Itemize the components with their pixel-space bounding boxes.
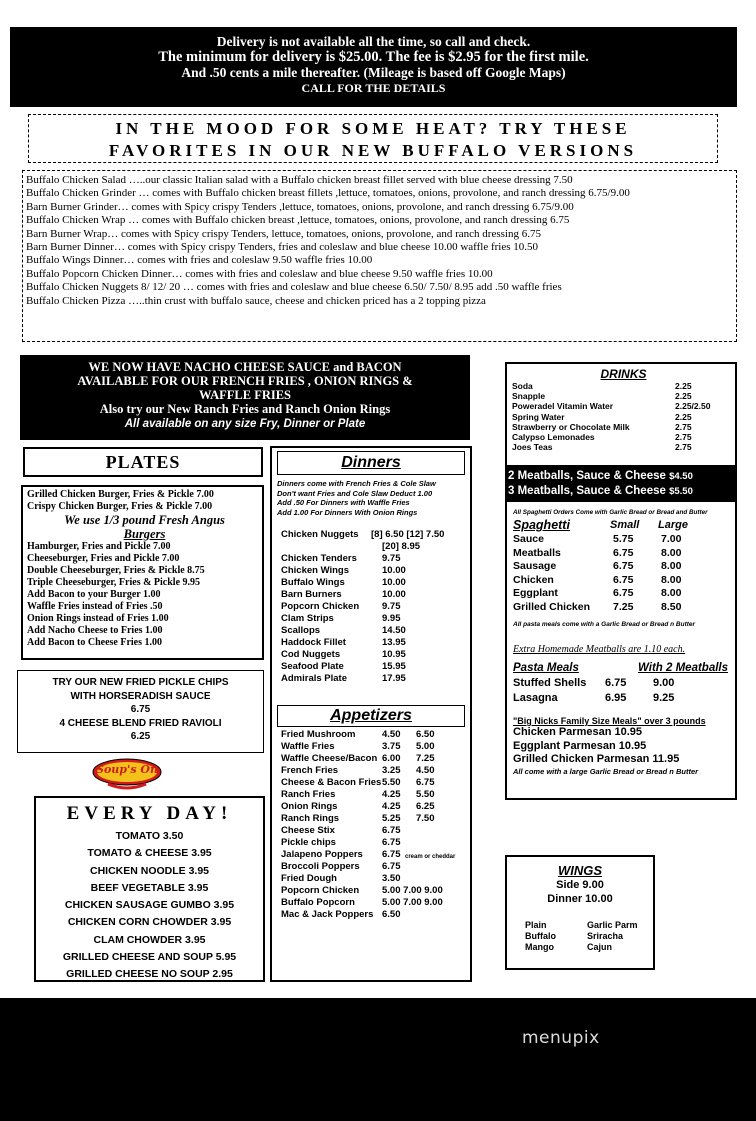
dinner-row: [281, 529, 470, 541]
family-item: Grilled Chicken Parmesan 11.95: [513, 753, 680, 765]
extra-meatballs: Extra Homemade Meatballs are 1.10 each.: [513, 644, 686, 655]
wings-box: [505, 855, 655, 970]
pickle-line: 6.75: [130, 704, 151, 715]
dinner-name: Admirals Plate: [281, 673, 347, 684]
appetizer-price-large: 6.25: [416, 801, 435, 812]
appetizer-row: [281, 837, 470, 849]
soup-item: GRILLED CHEESE AND SOUP 5.95: [62, 951, 237, 964]
meatballs-line: 3 Meatballs, Sauce & Cheese: [508, 485, 666, 497]
spaghetti-large-price: 8.50: [661, 600, 682, 613]
soup-item: CHICKEN SAUSAGE GUMBO 3.95: [64, 899, 235, 912]
drink-row: [512, 422, 735, 432]
appetizer-row: [281, 813, 470, 825]
buffalo-item: Barn Burner Wrap… comes with Spicy crispy Tenders, lettuce, tomatoes, onions, provolone, and ranch dressing 6.75: [26, 227, 541, 240]
dinner-row: [281, 589, 470, 601]
buffalo-item: Barn Burner Grinder… comes with Spicy crispy Tenders ,lettuce, tomatoes, onions, provolone, and ranch dressing 6.75/9.00: [26, 200, 574, 213]
appetizer-price: 6.75: [382, 849, 401, 860]
spaghetti-name: Eggplant: [513, 587, 558, 599]
dinner-row: [281, 565, 470, 577]
nacho-line: AVAILABLE FOR OUR FRENCH FRIES , ONION RINGS &: [77, 374, 413, 388]
appetizer-row: [281, 729, 470, 741]
appetizer-price: 4.25: [382, 801, 401, 812]
drink-name: Poweradel Vitamin Water: [512, 401, 614, 412]
appetizer-name: Popcorn Chicken: [281, 885, 360, 896]
plate-item: Hamburger, Fries and Pickle 7.00: [27, 541, 171, 552]
appetizer-price: 5.25: [382, 813, 401, 824]
appetizer-row: [281, 801, 470, 813]
dinner-row: [281, 553, 470, 565]
appetizer-price: 6.50: [382, 909, 401, 920]
drink-row: [512, 391, 735, 401]
appetizer-name: Fried Mushroom: [281, 729, 356, 740]
appetizer-row: [281, 849, 470, 861]
appetizer-row: [281, 897, 470, 909]
appetizer-price-large: 7.50: [416, 813, 435, 824]
appetizer-price-large: 5.00: [416, 741, 435, 752]
pasta-name: Lasagna: [513, 691, 558, 704]
dinner-price: 14.50: [382, 625, 406, 636]
buffalo-item: Buffalo Chicken Nuggets 8/ 12/ 20 … comes with fries and coleslaw and blue cheese 6.50/ 7.50/ 8.95 add .50 waffle fries: [26, 281, 562, 294]
spaghetti-row: [513, 574, 735, 588]
dinner-row: [281, 637, 470, 649]
appetizer-name: Fried Dough: [281, 873, 337, 884]
soup-item: CHICKEN CORN CHOWDER 3.95: [67, 916, 232, 929]
appetizer-row: [281, 753, 470, 765]
angus-note: We use 1/3 pound Fresh Angus: [64, 513, 225, 527]
plate-item: Add Bacon to Cheese Fries 1.00: [27, 637, 162, 648]
pickle-line: WITH HORSERADISH SAUCE: [70, 690, 211, 702]
buffalo-item: Buffalo Wings Dinner… comes with fries and coleslaw 9.50 waffle fries 10.00: [26, 254, 373, 267]
delivery-line: CALL FOR THE DETAILS: [301, 80, 446, 95]
plate-item: Triple Cheeseburger, Fries & Pickle 9.95: [27, 577, 201, 588]
spaghetti-title: Spaghetti: [513, 518, 570, 532]
every-day-box: [34, 796, 265, 982]
footer-bar: [0, 998, 756, 1121]
buffalo-items-box: [22, 170, 737, 342]
buffalo-item: Buffalo Popcorn Chicken Dinner… comes with fries and coleslaw and blue cheese 9.50 waffle fries 10.00: [26, 267, 493, 280]
appetizer-name: Broccoli Poppers: [281, 861, 360, 872]
spaghetti-large-price: 8.00: [661, 587, 682, 599]
nacho-line: WAFFLE FRIES: [198, 388, 292, 402]
spaghetti-small-price: 6.75: [613, 573, 634, 586]
spaghetti-row: [513, 533, 735, 547]
dinner-price: 10.00: [382, 565, 406, 576]
buffalo-item: Buffalo Chicken Salad …..our classic Italian salad with a Buffalo chicken breast fillet served with blue cheese dressing 7.50: [26, 174, 573, 186]
dinner-name: Haddock Fillet: [281, 637, 346, 648]
pasta-price-meatballs: 9.25: [653, 691, 675, 704]
appetizer-price: 3.25: [382, 765, 401, 776]
dinner-price: 9.95: [382, 613, 401, 624]
dinner-price: 10.00: [382, 577, 406, 588]
plate-item: Onion Rings instead of Fries 1.00: [27, 613, 169, 624]
delivery-line: Delivery is not available all the time, so call and check.: [216, 34, 531, 49]
pasta-row: [513, 676, 735, 691]
nacho-line: Also try our New Ranch Fries and Ranch Onion Rings: [99, 402, 391, 416]
spaghetti-name: Chicken: [513, 573, 554, 586]
drink-price: 2.75: [675, 442, 692, 453]
appetizer-price-large: cream or cheddar: [405, 854, 456, 860]
spaghetti-small-price: 7.25: [613, 600, 634, 613]
dinner-price: 13.95: [382, 637, 406, 648]
appetizer-name: Mac & Jack Poppers: [281, 909, 374, 920]
buffalo-item: Buffalo Chicken Wrap … comes with Buffalo chicken breast ,lettuce, tomatoes, onions, provolone, and ranch dressing 6.75: [26, 214, 570, 227]
pasta-head: Pasta Meals: [513, 662, 579, 674]
appetizer-name: Buffalo Popcorn: [281, 897, 355, 908]
dinner-name: Seafood Plate: [281, 661, 344, 672]
family-item: Chicken Parmesan 10.95: [513, 726, 643, 738]
buffalo-item: Buffalo Chicken Grinder … comes with Buffalo chicken breast fillets ,lettuce, tomatoes, onions, provolone, and ranch dressing 6.75/9.00: [26, 187, 630, 200]
appetizer-name: Pickle chips: [281, 837, 336, 848]
appetizer-price-large: 4.50: [416, 765, 435, 776]
soup-item: TOMATO & CHEESE 3.95: [87, 847, 212, 860]
spaghetti-large-price: 8.00: [661, 546, 682, 559]
wing-flavor: Garlic Parm: [587, 920, 638, 930]
dinner-name: Scallops: [281, 625, 321, 636]
appetizer-price: 6.75: [382, 837, 401, 848]
soup-item: CHICKEN NOODLE 3.95: [89, 864, 210, 877]
appetizer-row: [281, 873, 470, 885]
drink-name: Spring Water: [512, 411, 565, 422]
soups-on-text: Soup's On: [96, 763, 158, 776]
drink-name: Soda: [512, 381, 533, 391]
dinner-price: 10.00: [382, 589, 406, 600]
appetizer-row: [281, 789, 470, 801]
family-item: Eggplant Parmesan 10.95: [513, 739, 647, 752]
spaghetti-name: Sausage: [513, 560, 557, 572]
meatballs-banner: [505, 467, 737, 502]
family-head: "Big Nicks Family Size Meals" over 3 pounds: [513, 716, 706, 726]
pasta-with2: With 2 Meatballs: [638, 662, 728, 674]
appetizer-price-large: 7.25: [416, 753, 435, 764]
nacho-line: WE NOW HAVE NACHO CHEESE SAUCE and BACON: [88, 360, 402, 374]
spaghetti-large: Large: [658, 519, 688, 531]
spaghetti-large-price: 7.00: [661, 533, 682, 545]
drink-price: 2.25: [675, 381, 692, 391]
dinner-row: [281, 673, 470, 685]
spaghetti-large-price: 8.00: [661, 560, 682, 572]
dinner-note: Don't want Fries and Cole Slaw Deduct 1.00: [277, 488, 433, 498]
appetizer-price: 6.75: [382, 861, 401, 872]
pasta-price: 6.95: [605, 691, 627, 704]
drink-name: Joes Teas: [512, 442, 553, 453]
buffalo-item: Buffalo Chicken Pizza …..thin crust with buffalo sauce, cheese and chicken priced has a 2 topping pizza: [26, 294, 486, 307]
appetizer-row: [281, 741, 470, 753]
dinners-box: [270, 446, 472, 982]
plate-item: Waffle Fries instead of Fries .50: [27, 601, 163, 612]
dinner-row: [281, 601, 470, 613]
angus-note: Burgers: [123, 527, 166, 541]
plate-item: Add Nacho Cheese to Fries 1.00: [27, 625, 163, 636]
wings-side: Side 9.00: [556, 879, 604, 891]
spaghetti-row: [513, 601, 735, 615]
plate-item: Add Bacon to your Burger 1.00: [27, 589, 161, 600]
wing-flavor: Sriracha: [587, 931, 624, 941]
nacho-banner: [20, 355, 470, 440]
dinner-name: Barn Burners: [281, 589, 342, 600]
appetizer-name: Waffle Cheese/Bacon: [281, 753, 378, 764]
spaghetti-row: [513, 560, 735, 574]
spaghetti-row: [513, 547, 735, 561]
family-note: All come with a large Garlic Bread or Bread n Butter: [513, 766, 699, 776]
appetizer-name: Ranch Fries: [281, 789, 336, 800]
drink-name: Calypso Lemonades: [512, 431, 595, 442]
drink-name: Strawberry or Chocolate Milk: [512, 421, 630, 432]
buffalo-item: Barn Burner Dinner… comes with Spicy crispy Tenders, fries and coleslaw and blue cheese 10.00 waffle fries 10.50: [26, 241, 539, 254]
wings-dinner: Dinner 10.00: [547, 893, 613, 905]
appetizer-price: 4.25: [382, 789, 401, 800]
dinner-price: 15.95: [382, 661, 406, 672]
spaghetti-header: [513, 518, 735, 533]
pasta-header: [513, 662, 735, 676]
spaghetti-small-price: 6.75: [613, 560, 634, 572]
pasta-price-meatballs: 9.00: [653, 677, 675, 689]
appetizer-name: Ranch Rings: [281, 813, 340, 824]
appetizer-row: [281, 861, 470, 873]
soup-item: GRILLED CHEESE NO SOUP 2.95: [66, 968, 233, 981]
dinner-name: Cod Nuggets: [281, 649, 341, 660]
spaghetti-small-price: 5.75: [613, 533, 634, 545]
spaghetti-name: Grilled Chicken: [513, 600, 591, 613]
wings-title: WINGS: [557, 863, 603, 878]
drink-row: [512, 401, 735, 411]
wing-flavor: Cajun: [587, 942, 613, 952]
drink-name: Snapple: [512, 391, 546, 402]
pasta-row: [513, 691, 735, 706]
soup-item: BEEF VEGETABLE 3.95: [90, 881, 209, 894]
meatballs-price: $4.50: [669, 471, 693, 482]
dinner-row: [281, 613, 470, 625]
drink-price: 2.75: [675, 421, 692, 432]
appetizer-price: 3.50: [382, 873, 401, 884]
dinner-price: 9.75: [382, 601, 401, 612]
spaghetti-small-price: 6.75: [613, 587, 634, 599]
drink-price: 2.25: [675, 411, 692, 422]
plate-item: Crispy Chicken Burger, Fries & Pickle 7.00: [27, 501, 213, 512]
nacho-italic: All available on any size Fry, Dinner or Plate: [124, 418, 366, 430]
wing-flavor: Plain: [525, 920, 547, 930]
appetizer-price: 5.00 7.00 9.00: [382, 897, 443, 908]
appetizer-price-large: 6.50: [416, 729, 435, 740]
spaghetti-large-price: 8.00: [661, 573, 682, 586]
appetizer-price-large: 5.50: [416, 789, 435, 800]
plates-box: [21, 485, 264, 660]
plate-item: Grilled Chicken Burger, Fries & Pickle 7.00: [27, 489, 214, 500]
dinner-row: [281, 577, 470, 589]
dinner-note: Dinners come with French Fries & Cole Slaw: [277, 479, 436, 488]
plate-item: Double Cheeseburger, Fries & Pickle 8.75: [27, 565, 205, 576]
pickle-line: TRY OUR NEW FRIED PICKLE CHIPS: [52, 677, 229, 688]
plate-item: Cheeseburger, Fries and Pickle 7.00: [27, 553, 180, 564]
menupix-logo: menupix: [522, 1028, 600, 1048]
drink-price: 2.75: [675, 431, 692, 442]
meatballs-line: 2 Meatballs, Sauce & Cheese: [508, 470, 666, 482]
dinner-note: Add 1.00 For Dinners With Onion Rings: [277, 507, 418, 517]
appetizer-name: Waffle Fries: [281, 741, 335, 752]
appetizer-price: 5.50: [382, 777, 401, 788]
appetizer-row: [281, 765, 470, 777]
appetizer-name: Cheese Stix: [281, 825, 335, 836]
dinners-title: Dinners: [341, 454, 401, 471]
appetizer-row: [281, 825, 470, 837]
buffalo-heading: [28, 114, 718, 163]
delivery-line: The minimum for delivery is $25.00. The fee is $2.95 for the first mile.: [158, 48, 589, 65]
appetizer-price: 4.50: [382, 729, 401, 740]
meatballs-price: $5.50: [669, 486, 693, 497]
buffalo-heading-line: IN THE MOOD FOR SOME HEAT? TRY THESE: [115, 119, 631, 138]
spaghetti-box: [505, 502, 737, 800]
pickle-line: 6.25: [130, 731, 151, 742]
appetizer-row: [281, 909, 470, 921]
pasta-name: Stuffed Shells: [513, 677, 587, 689]
dinner-price: 10.95: [382, 649, 406, 660]
drink-price: 2.25: [675, 391, 692, 402]
drinks-box: [505, 362, 737, 467]
appetizer-price: 5.00 7.00 9.00: [382, 885, 443, 896]
wing-flavor: Mango: [525, 942, 554, 952]
appetizer-name: Onion Rings: [281, 801, 338, 812]
dinner-row: [281, 541, 470, 553]
pickle-box: [17, 670, 264, 753]
dinner-row: [281, 649, 470, 661]
drink-row: [512, 412, 735, 422]
appetizer-price: 6.00: [382, 753, 401, 764]
delivery-line: And .50 cents a mile thereafter. (Mileage is based off Google Maps): [181, 65, 566, 80]
dinner-name: Popcorn Chicken: [281, 601, 360, 612]
dinner-price: [8] 6.50 [12] 7.50: [371, 529, 445, 540]
every-day-title: EVERY DAY!: [66, 803, 233, 824]
appetizer-price-large: 6.75: [416, 777, 435, 788]
buffalo-heading-line: FAVORITES IN OUR NEW BUFFALO VERSIONS: [108, 141, 638, 160]
delivery-banner: [10, 27, 737, 107]
appetizer-price: 6.75: [382, 825, 401, 836]
dinner-name: Buffalo Wings: [281, 577, 345, 588]
spaghetti-name: Meatballs: [513, 546, 561, 559]
soup-item: CLAM CHOWDER 3.95: [93, 933, 206, 946]
appetizer-name: Cheese & Bacon Fries: [281, 777, 382, 788]
pasta-price: 6.75: [605, 677, 627, 689]
wing-flavor: Buffalo: [525, 931, 556, 941]
dinner-name: Clam Strips: [281, 613, 334, 624]
pickle-line: 4 CHEESE BLEND FRIED RAVIOLI: [59, 717, 222, 729]
dinner-name: Chicken Wings: [281, 565, 350, 576]
dinner-row: [281, 625, 470, 637]
dinner-note: Add .50 For Dinners with Waffle Fries: [277, 498, 410, 507]
appetizer-name: Jalapeno Poppers: [281, 849, 363, 860]
dinner-price: 17.95: [382, 673, 406, 684]
pasta-note: All pasta meals come with a Garlic Bread or Bread n Butter: [513, 621, 696, 628]
soups-on-logo: [92, 756, 162, 792]
spaghetti-note: All Spaghetti Orders Come with Garlic Bread or Bread and Butter: [513, 509, 708, 516]
dinner-name: Chicken Tenders: [281, 553, 357, 564]
appetizers-title: Appetizers: [330, 707, 412, 724]
drink-row: [512, 381, 735, 391]
drink-row: [512, 442, 735, 452]
dinner-price: [20] 8.95: [382, 541, 421, 552]
plates-title: PLATES: [23, 447, 263, 477]
soup-item: TOMATO 3.50: [115, 830, 184, 842]
spaghetti-name: Sauce: [513, 533, 544, 545]
spaghetti-small: Small: [610, 519, 640, 531]
appetizer-name: French Fries: [281, 765, 339, 776]
appetizer-row: [281, 885, 470, 897]
drink-row: [512, 432, 735, 442]
spaghetti-row: [513, 587, 735, 601]
appetizer-row: [281, 777, 470, 789]
dinner-name: Chicken Nuggets: [281, 529, 359, 540]
dinner-price: 9.75: [382, 553, 401, 564]
appetizer-price: 3.75: [382, 741, 401, 752]
drinks-title: DRINKS: [600, 367, 647, 381]
spaghetti-small-price: 6.75: [613, 546, 634, 559]
drink-price: 2.25/2.50: [675, 401, 711, 412]
dinner-row: [281, 661, 470, 673]
